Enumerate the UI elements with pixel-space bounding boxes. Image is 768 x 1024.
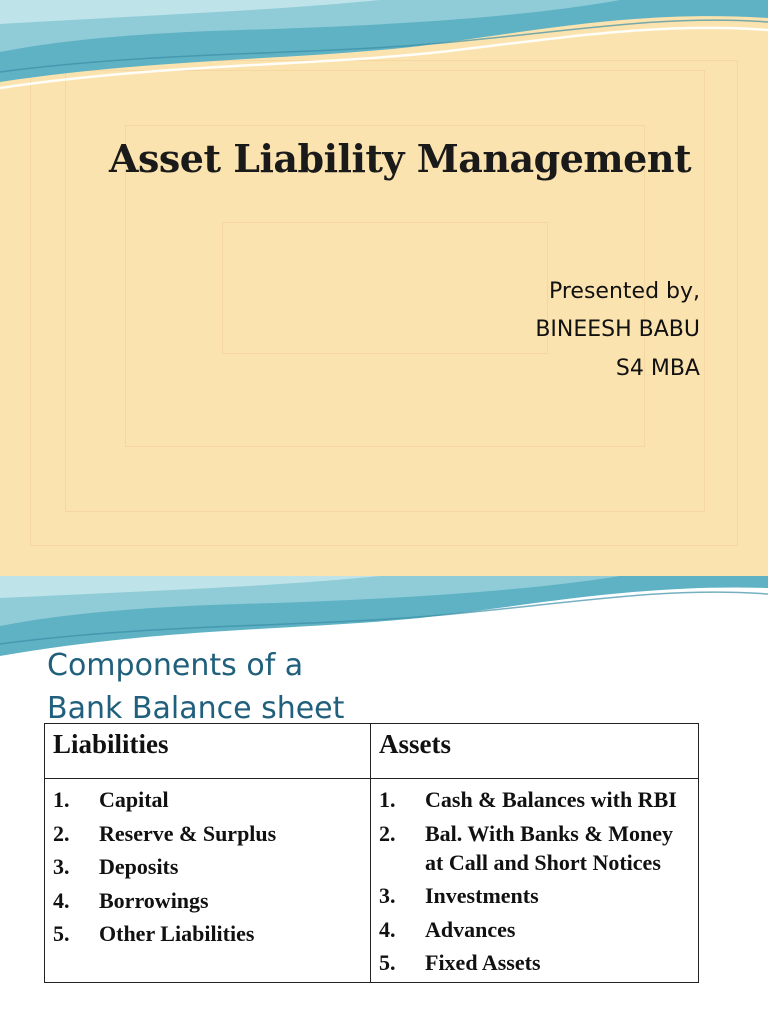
table-header-row — [45, 724, 699, 779]
slide-2 — [0, 576, 768, 1024]
list-item — [379, 915, 692, 944]
balance-sheet-table — [44, 723, 699, 983]
item-text: Reserve & Surplus — [99, 820, 277, 846]
item-text: Cash & Balances with RBI — [425, 787, 677, 812]
list-item — [379, 819, 692, 877]
list-item — [53, 886, 364, 915]
item-text: Advances — [425, 916, 516, 942]
title-line-1: Components of a — [47, 648, 304, 683]
presenter-name: BINEESH BABU — [535, 317, 700, 342]
item-number: 1. — [53, 787, 70, 812]
item-text: Investments — [425, 883, 539, 908]
item-text: Other Liabilities — [99, 921, 255, 946]
item-text: Fixed Assets — [425, 950, 541, 975]
slide-title: Asset Liability Management — [109, 136, 691, 181]
liabilities-cell — [45, 779, 371, 983]
item-text: Capital — [99, 787, 169, 812]
item-text: Deposits — [99, 854, 179, 879]
item-text: Borrowings — [99, 887, 209, 913]
item-number: 5. — [53, 921, 70, 946]
list-item — [53, 852, 364, 881]
list-item — [379, 881, 692, 910]
assets-cell — [371, 779, 699, 983]
assets-list — [371, 785, 698, 977]
item-number: 3. — [53, 854, 70, 879]
item-number: 2. — [379, 820, 396, 846]
liabilities-header: Liabilities — [45, 724, 371, 779]
assets-header: Assets — [371, 724, 699, 779]
item-number: 1. — [379, 787, 396, 812]
item-text: Bal. With Banks & Money at Call and Short Notices — [425, 820, 673, 875]
list-item — [53, 919, 364, 948]
item-number: 4. — [379, 916, 396, 942]
slide-title — [47, 644, 447, 730]
item-number: 2. — [53, 820, 70, 846]
list-item — [53, 819, 364, 848]
item-number: 5. — [379, 950, 396, 975]
list-item — [53, 785, 364, 814]
presenter-course: S4 MBA — [615, 356, 700, 381]
decorative-frame — [222, 222, 548, 354]
item-number: 4. — [53, 887, 70, 913]
list-item — [379, 785, 692, 814]
presented-by-label: Presented by, — [548, 279, 700, 304]
liabilities-list — [45, 785, 370, 948]
title-line-2: Bank Balance sheet — [47, 691, 345, 726]
table-row — [45, 779, 699, 983]
list-item — [379, 948, 692, 977]
wave-decoration — [0, 0, 768, 95]
item-number: 3. — [379, 883, 396, 908]
